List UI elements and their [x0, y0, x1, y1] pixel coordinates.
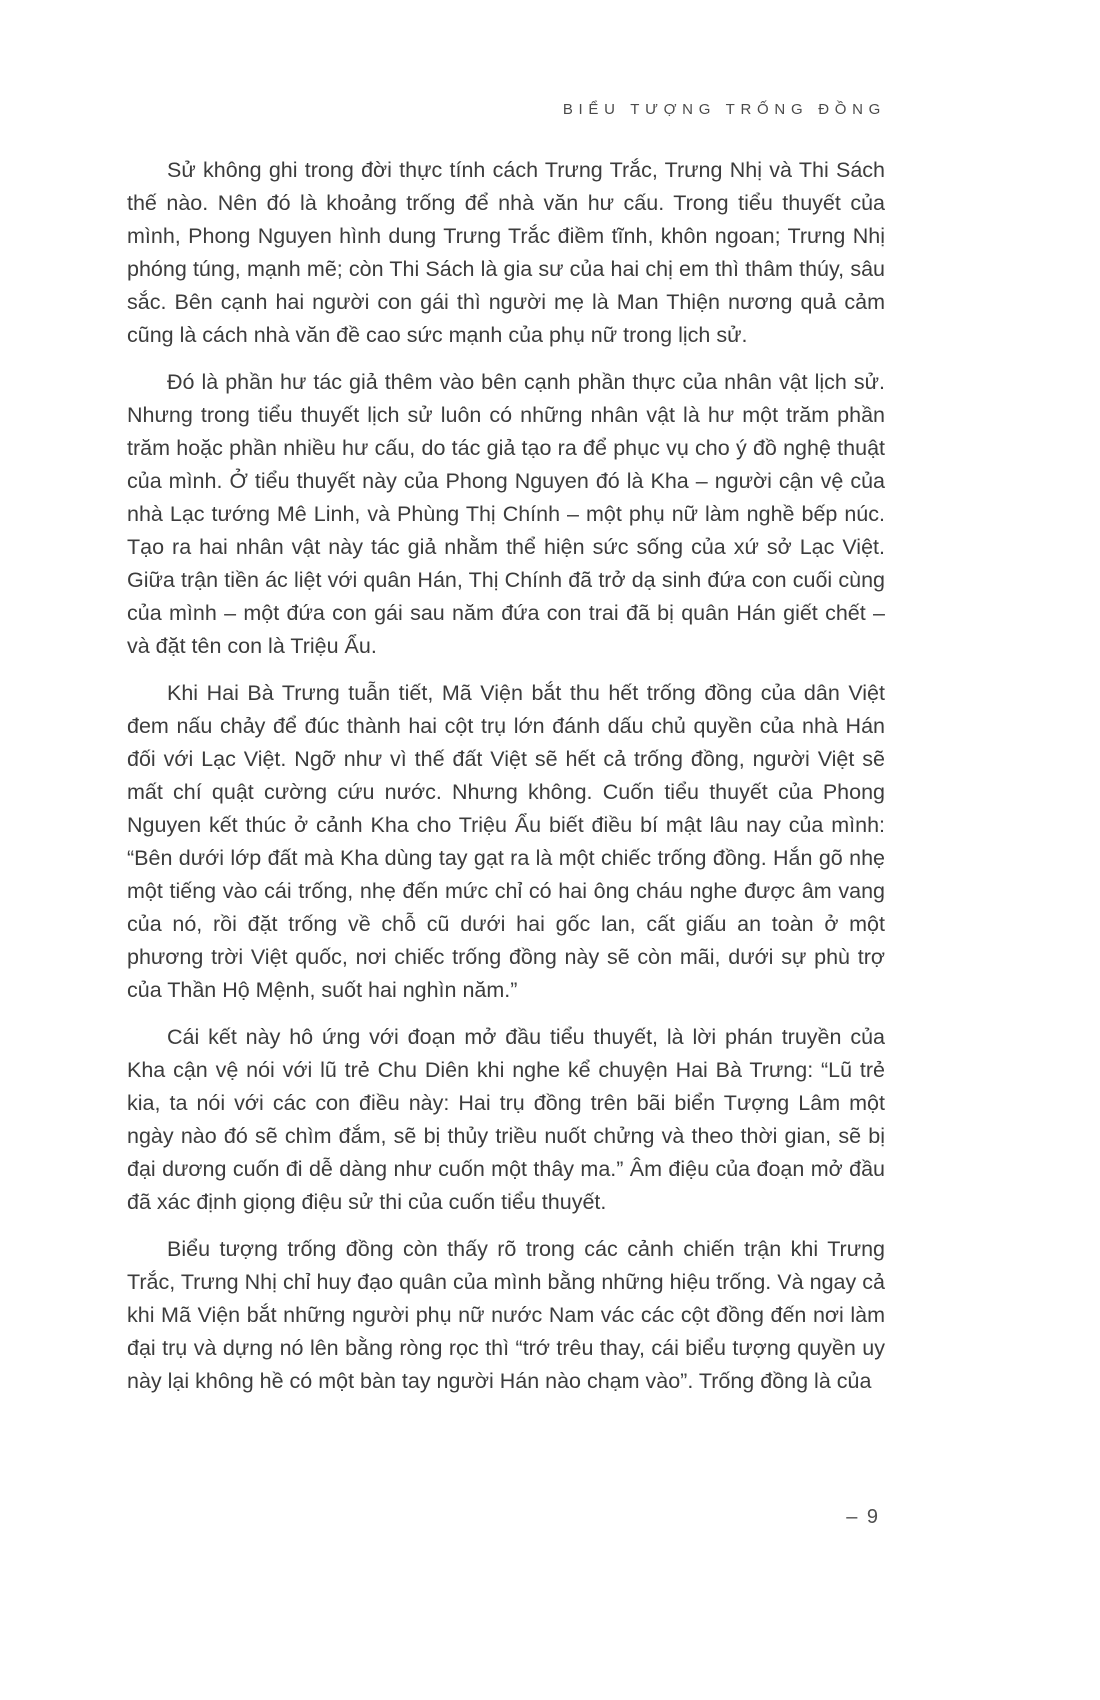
paragraph: Sử không ghi trong đời thực tính cách Trưng Trắc, Trưng Nhị và Thi Sách thế nào. Nên đó là khoảng trống để nhà văn hư cấu. Trong tiểu thuyết của mình, Phong Nguyen hình dung Trưng Trắc điềm tĩnh, khôn ngoan; Trưng Nhị phóng túng, mạnh mẽ; còn Thi Sách là gia sư của hai chị em thì thâm thúy, sâu sắc. Bên cạnh hai người con gái thì người mẹ là Man Thiện nương quả cảm cũng là cách nhà văn đề cao sức mạnh của phụ nữ trong lịch sử.	[127, 158, 885, 347]
running-header-title: BIỂU TƯỢNG TRỐNG ĐỒNG	[562, 101, 886, 118]
paragraph: Khi Hai Bà Trưng tuẫn tiết, Mã Viện bắt thu hết trống đồng của dân Việt đem nấu chảy để đúc thành hai cột trụ lớn đánh dấu chủ quyền của nhà Hán đối với Lạc Việt. Ngỡ như vì thế đất Việt sẽ hết cả trống đồng, người Việt sẽ mất chí quật cường cứu nước. Nhưng không. Cuốn tiểu thuyết của Phong Nguyen kết thúc ở cảnh Kha cho Triệu Ẩu biết điều bí mật lâu nay của mình: “Bên dưới lớp đất mà Kha dùng tay gạt ra là một chiếc trống đồng. Hắn gõ nhẹ một tiếng vào cái trống, nhẹ đến mức chỉ có hai ông cháu nghe được âm vang của nó, rồi đặt trống về chỗ cũ dưới hai gốc lan, cất giấu an toàn ở một phương trời Việt quốc, nơi chiếc trống đồng này sẽ còn mãi, dưới sự phù trợ của Thần Hộ Mệnh, suốt hai nghìn năm.”	[127, 681, 885, 1002]
paragraph: Biểu tượng trống đồng còn thấy rõ trong các cảnh chiến trận khi Trưng Trắc, Trưng Nhị chỉ huy đạo quân của mình bằng những hiệu trống. Và ngay cả khi Mã Viện bắt những người phụ nữ nước Nam vác các cột đồng đến nơi làm đại trụ và dựng nó lên bằng ròng rọc thì “trớ trêu thay, cái biểu tượng quyền uy này lại không hề có một bàn tay người Hán nào chạm vào”. Trống đồng là của	[127, 1237, 885, 1393]
paragraph: Đó là phần hư tác giả thêm vào bên cạnh phần thực của nhân vật lịch sử. Nhưng trong tiểu thuyết lịch sử luôn có những nhân vật là hư một trăm phần trăm hoặc phần nhiều hư cấu, do tác giả tạo ra để phục vụ cho ý đồ nghệ thuật của mình. Ở tiểu thuyết này của Phong Nguyen đó là Kha – người cận vệ của nhà Lạc tướng Mê Linh, và Phùng Thị Chính – một phụ nữ làm nghề bếp núc. Tạo ra hai nhân vật này tác giả nhằm thể hiện sức sống của xứ sở Lạc Việt. Giữa trận tiền ác liệt với quân Hán, Thị Chính đã trở dạ sinh đứa con cuối cùng của mình – một đứa con gái sau năm đứa con trai đã bị quân Hán giết chết – và đặt tên con là Triệu Ẩu.	[127, 370, 885, 658]
page-number: – 9	[846, 1506, 880, 1528]
page-body-text	[127, 154, 885, 1412]
paragraph: Cái kết này hô ứng với đoạn mở đầu tiểu thuyết, là lời phán truyền của Kha cận vệ nói với lũ trẻ Chu Diên khi nghe kể chuyện Hai Bà Trưng: “Lũ trẻ kia, ta nói với các con điều này: Hai trụ đồng trên bãi biển Tượng Lâm một ngày nào đó sẽ chìm đắm, sẽ bị thủy triều nuốt chửng và theo thời gian, sẽ bị đại dương cuốn đi dễ dàng như cuốn một thây ma.” Âm điệu của đoạn mở đầu đã xác định giọng điệu sử thi của cuốn tiểu thuyết.	[127, 1025, 885, 1214]
